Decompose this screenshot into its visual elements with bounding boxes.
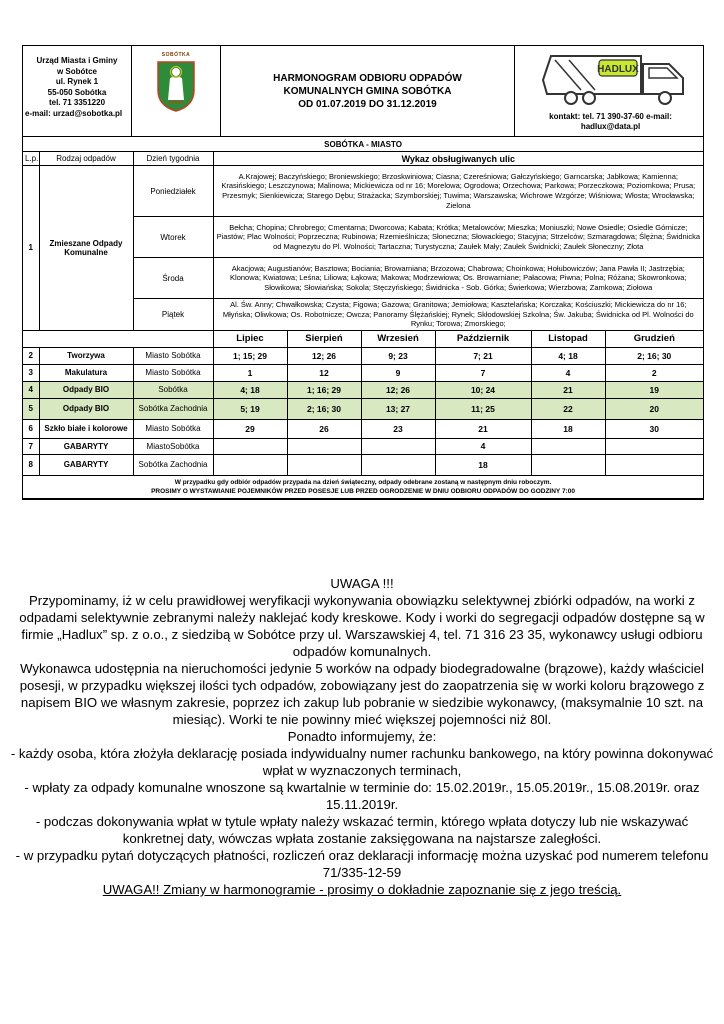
notice-bullet: - podczas dokonywania wpłat w tytule wpłaty należy wskazać termin, którego wpłata dotyczy lub nie wskazywać konkretnej daty, wówczas wpłata zostanie zaksięgowana na najstarsze zaległości. (35, 814, 689, 846)
pickup-dates: 21 (435, 419, 531, 438)
notice-bullet: - wpłaty za odpady komunalne wnoszone są kwartalnie w terminie do: 15.02.2019r., 15.05.2019r., 15.08.2019r. oraz 15.11.2019r. (24, 780, 700, 812)
pickup-dates: 4 (435, 438, 531, 454)
schedule-sheet (22, 45, 704, 500)
pickup-dates: 12; 26 (361, 381, 435, 398)
table-footer (23, 475, 703, 498)
notice-footer: UWAGA!! Zmiany w harmonogramie - prosimy o dokładnie zapoznanie się z jego treścią. (102, 882, 622, 897)
header (23, 46, 703, 137)
pickup-dates: 1; 15; 29 (213, 347, 287, 364)
pickup-dates: 9; 23 (361, 347, 435, 364)
row-lp: 3 (23, 364, 39, 381)
contact-email: hadlux@data.pl (580, 122, 641, 131)
weekday: Piątek (133, 299, 213, 331)
header-streets: Wykaz obsługiwanych ulic (213, 152, 703, 166)
row-lp: 5 (23, 398, 39, 419)
row-lp: 6 (23, 419, 39, 438)
waste-type: GABARYTY (39, 438, 133, 454)
pickup-dates: 21 (531, 381, 605, 398)
pickup-dates: 19 (605, 381, 703, 398)
area: Sobótka (133, 381, 213, 398)
office-line: 55-050 Sobótka (47, 87, 107, 97)
pickup-dates (531, 438, 605, 454)
row-lp: 7 (23, 438, 39, 454)
month-header-spacer (23, 330, 213, 347)
month-header: Wrzesień (361, 330, 435, 347)
notice-section (10, 575, 714, 898)
pickup-dates: 7; 21 (435, 347, 531, 364)
pickup-dates: 4; 18 (531, 347, 605, 364)
crest-name: SOBÓTKA (161, 52, 191, 58)
office-line: tel. 71 3351220 (48, 98, 106, 107)
street-list: A.Krajowej; Baczyńskiego; Broniewskiego; Brzoskwiniowa; Ciasna; Czereśniowa; Gałczyńskiego; Garncarska; Jabłkowa; Kamienna; Krasińskiego; Leszczynowa; Malinowa; Mickiewicza od nr 16; Morelowa; Ogrodowa; Orzechowa; Parkowa; Porzeczkowa; Poziomkowa; Prusa; Przesmyk; Sienkiewicza; Starego Dębu; Strażacka; Szymborskiej; Tuwima; Warszawska; Wichrowe Wzgórze; Wiśniowa; Włosta; Wrocławska; Zielona (213, 166, 703, 217)
pickup-dates (361, 438, 435, 454)
document-title (221, 46, 515, 136)
street-list: Akacjowa; Augustianów; Basztowa; Bociania; Browarniana; Brzozowa; Chabrowa; Choinkowa; Hołubowiczów; Jana Pawła II; Jastrzębia; Klonowa; Kwiatowa; Leśna; Liliowa; Łąkowa; Makowa; Modrzewiowa; Os. Browarniane; Pałacowa; Piwna; Polna; Różana; Skowronkowa; Słowikowa; Słowiańska; Sokola; Stęczyńskiego; Świdnicka - Sob. Górka; Świerkowa; Wierzbowa; Zamkowa; Ziołowa (213, 258, 703, 299)
month-header: Lipiec (213, 330, 287, 347)
pickup-dates: 23 (361, 419, 435, 438)
pickup-dates (287, 454, 361, 475)
pickup-dates: 30 (605, 419, 703, 438)
pickup-dates (213, 438, 287, 454)
notice-paragraph: Ponadto informujemy, że: (287, 729, 437, 744)
office-line: ul. Rynek 1 (55, 77, 99, 86)
waste-type: Odpady BIO (39, 381, 133, 398)
pickup-dates (361, 454, 435, 475)
pickup-dates (531, 454, 605, 475)
pickup-dates: 2 (605, 364, 703, 381)
area: Miasto Sobótka (133, 364, 213, 381)
pickup-dates: 7 (435, 364, 531, 381)
pickup-dates: 20 (605, 398, 703, 419)
office-email: e-mail: urzad@sobotka.pl (25, 108, 123, 118)
table-row (23, 347, 703, 364)
title-line: OD 01.07.2019 DO 31.12.2019 (298, 98, 437, 110)
pickup-dates: 5; 19 (213, 398, 287, 419)
weekday: Poniedziałek (133, 166, 213, 217)
company-logo (515, 46, 703, 136)
row-lp: 1 (23, 166, 39, 331)
bin-placement-note: PROSIMY O WYSTAWIANIE POJEMNIKÓW PRZED POSESJE LUB PRZED OGRODZENIE W DNIU ODBIORU ODPADÓW DO GODZINY 7:00 (151, 487, 575, 495)
pickup-dates: 10; 24 (435, 381, 531, 398)
header-lp: L.p. (23, 152, 39, 166)
notice-paragraph: Przypominamy, iż w celu prawidłowej weryfikacji wykonywania obowiązku selektywnej zbiórki odpadów, na worki z odpadami selektywnie zebranymi należy naklejać kody kreskowe. Kody i worki do segregacji odpadów dostępne są w firmie „Hadlux” sp. z o.o., z siedzibą w Sobótce przy ul. Warszawskiej 4, tel. 71 316 23 35, wykonawcy usługi odbioru odpadów komunalnych. (19, 593, 705, 659)
notice-paragraph: Wykonawca udostępnia na nieruchomości jedynie 5 worków na odpady biodegradowalne (brązowe), każdy właściciel posesji, w przypadku większej ilości tych odpadów, zobowiązany jest do zaopatrzenia się w worki koloru brązowego z napisem BIO we własnym zakresie, poprzez ich zakup lub pobranie w siedzibie wykonawcy, (maksymalnie 10 szt. na miesiąc). Worki te nie powinny mieć większej pojemności niż 80l. (19, 661, 705, 727)
pickup-dates: 1; 16; 29 (287, 381, 361, 398)
waste-type: Zmieszane Odpady Komunalne (39, 166, 133, 331)
title-line: HARMONOGRAM ODBIORU ODPADÓW (273, 72, 462, 84)
row-lp: 2 (23, 347, 39, 364)
pickup-dates: 18 (435, 454, 531, 475)
holiday-note: W przypadku gdy odbiór odpadów przypada na dzień świąteczny, odpady odebrane zostaną w następnym dniu roboczym. (174, 478, 552, 486)
company-contact (523, 112, 698, 132)
section-title: SOBÓTKA - MIASTO (23, 137, 703, 152)
notice-heading: UWAGA !!! (330, 576, 394, 591)
waste-type: Tworzywa (39, 347, 133, 364)
row-lp: 8 (23, 454, 39, 475)
table-row (23, 419, 703, 438)
waste-type: GABARYTY (39, 454, 133, 475)
notice-bullet: - każdy osoba, która złożyła deklarację posiada indywidualny numer rachunku bankowego, na który powinna dokonywać wpłat w wyznaczonych terminach, (10, 746, 714, 778)
pickup-dates: 12; 26 (287, 347, 361, 364)
pickup-dates: 2; 16; 30 (605, 347, 703, 364)
town-crest (132, 46, 221, 136)
pickup-dates (213, 454, 287, 475)
office-line: w Sobótce (56, 66, 97, 76)
area: Miasto Sobótka (133, 419, 213, 438)
pickup-dates: 12 (287, 364, 361, 381)
office-line: Urząd Miasta i Gminy (36, 56, 118, 65)
pickup-dates: 9 (361, 364, 435, 381)
waste-type: Szkło białe i kolorowe (39, 419, 133, 438)
pickup-dates: 18 (531, 419, 605, 438)
pickup-dates: 2; 16; 30 (287, 398, 361, 419)
garbage-truck-icon (541, 50, 691, 108)
pickup-dates (287, 438, 361, 454)
pickup-dates: 4; 18 (213, 381, 287, 398)
table-row (23, 454, 703, 475)
pickup-dates (605, 454, 703, 475)
logo-text: HADLUX (597, 64, 639, 75)
area: Sobótka Zachodnia (133, 398, 213, 419)
month-header: Październik (435, 330, 531, 347)
contact-line: kontakt: tel. 71 390-37-60 e-mail: (549, 112, 672, 121)
title-line: KOMUNALNYCH GMINA SOBÓTKA (283, 85, 452, 97)
pickup-dates: 13; 27 (361, 398, 435, 419)
month-header: Listopad (531, 330, 605, 347)
table-row (23, 364, 703, 381)
month-header: Grudzień (605, 330, 703, 347)
weekday: Środa (133, 258, 213, 299)
table-row (23, 381, 703, 398)
area: MiastoSobótka (133, 438, 213, 454)
month-header: Sierpień (287, 330, 361, 347)
weekday: Wtorek (133, 217, 213, 258)
pickup-dates: 1 (213, 364, 287, 381)
waste-type: Odpady BIO (39, 398, 133, 419)
pickup-dates (605, 438, 703, 454)
area: Sobótka Zachodnia (133, 454, 213, 475)
pickup-dates: 22 (531, 398, 605, 419)
schedule-table (23, 137, 703, 499)
street-list: Al. Św. Anny; Chwałkowska; Czysta; Figowa; Gazowa; Granitowa; Jemiołowa; Kasztelańska; Korczaka; Kościuszki; Mickiewicza do nr 16; Młyńska; Oliwkowa; Os. Robotnicze; Owcza; Panoramy Ślężańskiej; Rynek; Skłodowskiej Szkolna; Św. Jakuba; Świdnicka od Pl. Wolności do Rynku; Torowa; Zmorskiego; (213, 299, 703, 331)
office-address (23, 46, 132, 136)
pickup-dates: 26 (287, 419, 361, 438)
waste-type: Makulatura (39, 364, 133, 381)
table-row (23, 398, 703, 419)
area: Miasto Sobótka (133, 347, 213, 364)
table-row (23, 438, 703, 454)
header-type: Rodzaj odpadów (39, 152, 133, 166)
notice-bullet: - w przypadku pytań dotyczących płatności, rozliczeń oraz deklaracji informację można uzyskać pod numerem telefonu 71/335-12-59 (15, 848, 709, 880)
pickup-dates: 4 (531, 364, 605, 381)
street-list: Bełcha; Chopina; Chrobrego; Cmentarna; Dworcowa; Kabata; Krótka; Metalowców; Mieszka; Moniuszki; Nowe Osiedle; Osiedle Górnicze; Piastów; Plac Wolności; Poprzeczna; Rubinowa; Rzemieślnicza; Słoneczna; Słowackiego; Stacyjna; Strzelców; Szmaragdowa; Ślężna; Świdnicka od Magnezytu do Pl. Wolności; Tartaczna; Turystyczna; Zaułek Mały; Zaułek Świdnicki; Zaułek Słoneczny; Złota (213, 217, 703, 258)
row-lp: 4 (23, 381, 39, 398)
coat-of-arms-icon (156, 60, 196, 112)
pickup-dates: 11; 25 (435, 398, 531, 419)
header-day: Dzień tygodnia (133, 152, 213, 166)
pickup-dates: 29 (213, 419, 287, 438)
